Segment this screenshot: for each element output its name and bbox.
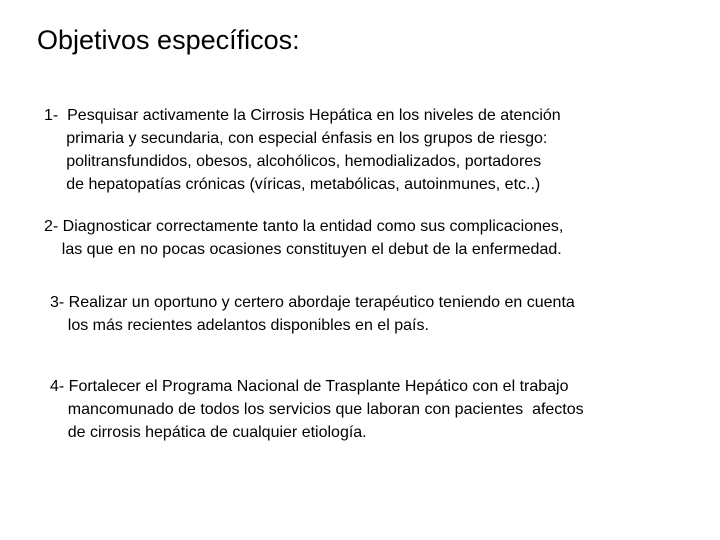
objective-item-3 [50, 291, 575, 337]
objective-1-line-2: primaria y secundaria, con especial énfasis en los grupos de riesgo: [44, 130, 548, 147]
objective-1-line-1: 1- Pesquisar activamente la Cirrosis Hepática en los niveles de atención [44, 107, 561, 124]
objective-4-line-1: 4- Fortalecer el Programa Nacional de Trasplante Hepático con el trabajo [50, 378, 569, 395]
objective-item-4 [50, 375, 584, 444]
objective-1-line-3: politransfundidos, obesos, alcohólicos, hemodializados, portadores [44, 153, 542, 170]
slide-title: Objetivos específicos: [37, 25, 300, 55]
objective-3-line-1: 3- Realizar un oportuno y certero abordaje terapéutico teniendo en cuenta [50, 294, 575, 311]
objective-item-1 [44, 104, 561, 196]
objective-4-line-2: mancomunado de todos los servicios que laboran con pacientes afectos [50, 401, 584, 418]
objective-1-line-4: de hepatopatías crónicas (víricas, metabólicas, autoinmunes, etc..) [44, 176, 541, 193]
objective-4-line-3: de cirrosis hepática de cualquier etiología. [50, 424, 367, 441]
objective-item-2 [44, 215, 563, 261]
objective-2-line-1: 2- Diagnosticar correctamente tanto la entidad como sus complicaciones, [44, 218, 564, 235]
objective-2-line-2: las que en no pocas ocasiones constituyen el debut de la enfermedad. [44, 241, 562, 258]
objective-3-line-2: los más recientes adelantos disponibles en el país. [50, 317, 429, 334]
